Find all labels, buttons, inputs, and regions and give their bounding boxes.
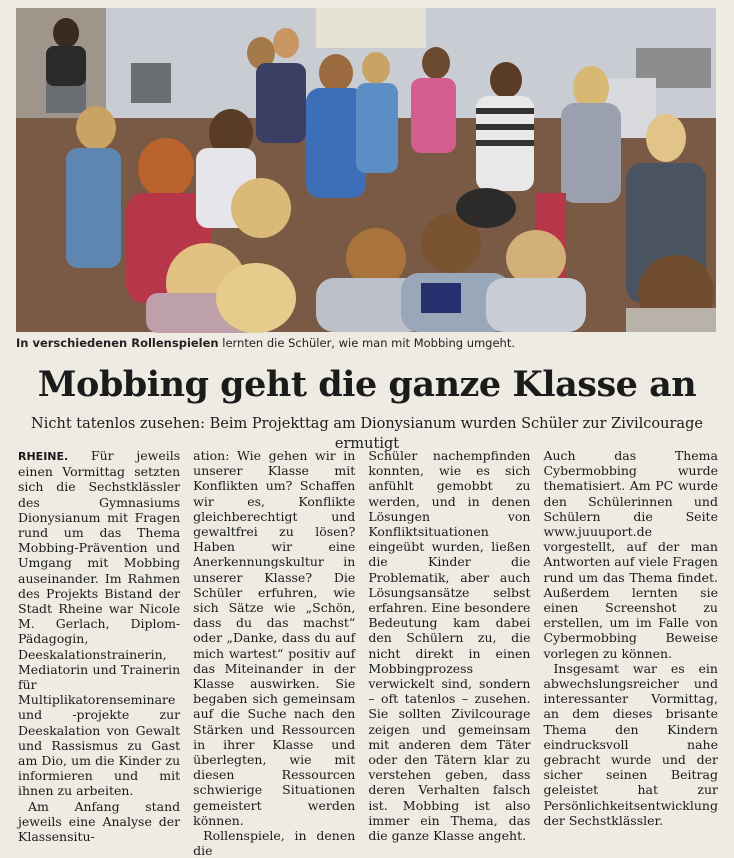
headline: Mobbing geht die ganze Klasse an [37, 364, 697, 405]
caption-bold: In verschiedenen Rollenspielen [16, 336, 219, 350]
column-3 [368, 448, 531, 844]
paragraph: Schüler nachempfinden konnten, wie es sich anfühlt gemobbt zu werden, und in denen Lösungen von Konfliktsituationen eingeübt wurden, ließen die Kinder die Problematik, aber auch Lösungsansätze selbst erfahren. Eine besondere Bedeutung kam dabei den Schülern zu, die nicht direkt in einen Mobbingprozess verwickelt sind, sondern – oft tatenlos – zusehen. Sie sollten Zivilcourage zeigen und gemeinsam mit anderen dem Täter oder den Tätern klar zu verstehen geben, dass deren Verhalten falsch ist. Mobbing ist also immer ein Thema, das die ganze Klasse angeht. [368, 448, 531, 844]
column-4 [543, 448, 718, 828]
paragraph [18, 448, 180, 799]
paragraph: ation: Wie gehen wir in unserer Klasse mit Konflikten um? Schaffen wir es, Konflikte gleichberechtigt und gewaltfrei zu lösen? Haben wir eine Anerkennungskultur in unserer Klasse? Die Schüler erfuhren, wie sich Sätze wie „Schön, dass du das machst“ oder „Danke, dass du auf mich wartest“ positiv auf das Miteinander in der Klasse auswirken. Sie begaben sich gemeinsam auf die Suche nach den Stärken und Ressourcen in ihrer Klasse und überlegten, wie mit diesen Ressourcen schwierige Situationen gemeistert werden können. [193, 448, 356, 828]
paragraph: Rollenspiele, in denen die [193, 828, 356, 858]
classroom-photo-illustration [16, 8, 716, 332]
paragraph: Insgesamt war es ein abwechslungsreicher und interessanter Vormittag, an dem dieses brisante Thema den Kindern eindrucksvoll nahe gebracht wurde und der sicher seinen Beitrag geleistet hat zur Persönlichkeitsentwicklung der Sechstklässler. [543, 660, 718, 828]
article-photo [16, 8, 716, 332]
poster [316, 8, 426, 48]
column-2 [193, 448, 356, 858]
article-body [18, 448, 718, 858]
photo-caption [16, 336, 716, 350]
paragraph: Auch das Thema Cybermobbing wurde thematisiert. Am PC wurde den Schülerinnen und Schülern die Seite www.juuuport.de vorgestellt, auf der man Antworten auf viele Fragen rund um das Thema findet. Außerdem lernten sie einen Screenshot zu erstellen, um im Falle von Cybermobbing Beweise vorlegen zu können. [543, 448, 718, 661]
subheadline: Nicht tatenlos zusehen: Beim Projekttag am Dionysianum wurden Schüler zur Zivilcourage ermutigt [31, 416, 703, 452]
column-1 [18, 448, 181, 845]
dateline: RHEINE. [18, 450, 69, 463]
caption-text: lernten die Schüler, wie man mit Mobbing umgeht. [218, 336, 516, 350]
chair [131, 63, 171, 103]
paragraph: Am Anfang stand jeweils eine Analyse der Klassensitu- [18, 798, 181, 845]
paragraph-text: Für jeweils einen Vormittag setzten sich die Sechstklässler des Gymnasiums Dionysianum mit Fragen rund um das Thema Mobbing-Prävention und Umgang mit Mobbing auseinander. Im Rahmen des Projekts Bistand der Stadt Rheine war Nicole M. Gerlach, Diplom-Pädagogin, Deeskalationstrainerin, Mediatorin und Trainerin für Multiplikatorenseminare und -projekte zur Deeskalation von Gewalt und Rassismus zu Gast am Dio, um die Kinder zu informieren und mit ihnen zu arbeiten. [18, 448, 181, 799]
